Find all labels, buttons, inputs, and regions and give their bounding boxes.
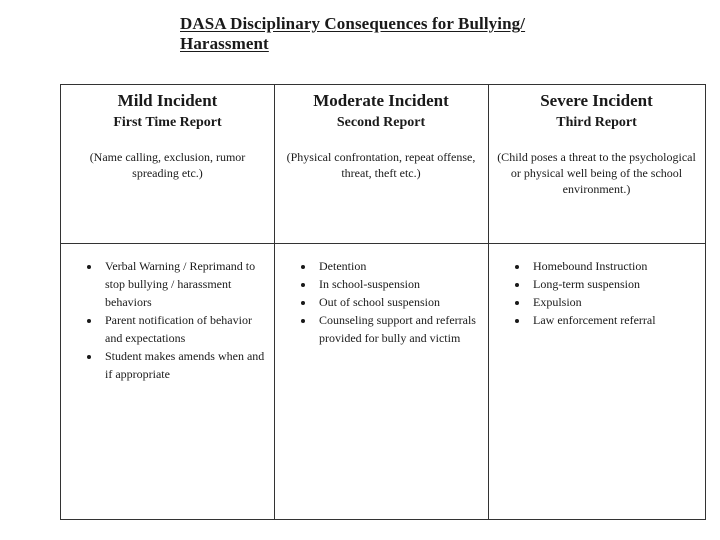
moderate-consequences [285,257,485,347]
report-label: Third Report [556,115,637,130]
consequences-table [60,84,706,520]
report-label: First Time Report [113,115,222,130]
incident-description: (Name calling, exclusion, rumor spreading etc.) [89,150,246,180]
list-item: • Expulsion [529,293,699,311]
mild-consequences [71,257,271,383]
mild-incident-header [61,89,274,239]
page-title: DASA Disciplinary Consequences for Bullying/ Harassment [180,14,526,53]
list-item: • In school-suspension [315,275,485,293]
list-item: • Detention [315,257,485,275]
list-item: • Homebound Instruction [529,257,699,275]
moderate-incident-header [274,89,488,239]
table-divider-horizontal [61,243,705,244]
report-label: Second Report [336,115,426,130]
severe-incident-header [488,89,705,239]
consequence-list [71,257,271,383]
list-item: • Out of school suspension [315,293,485,311]
level-title: Moderate Incident [313,91,449,110]
list-item: • Counseling support and referrals provided for bully and victim [315,311,485,347]
consequence-list [285,257,485,347]
consequence-list [499,257,699,329]
list-item: • Parent notification of behavior and expectations [101,311,271,347]
list-item: • Law enforcement referral [529,311,699,329]
list-item: • Student makes amends when and if appropriate [101,347,271,383]
level-title: Severe Incident [540,91,653,110]
list-item: • Verbal Warning / Reprimand to stop bullying / harassment behaviors [101,257,271,311]
incident-description: (Child poses a threat to the psychological or physical well being of the school environment.) [497,150,696,196]
severe-consequences [499,257,699,329]
level-title: Mild Incident [117,91,218,110]
incident-description: (Physical confrontation, repeat offense, threat, theft etc.) [286,150,476,180]
list-item: • Long-term suspension [529,275,699,293]
